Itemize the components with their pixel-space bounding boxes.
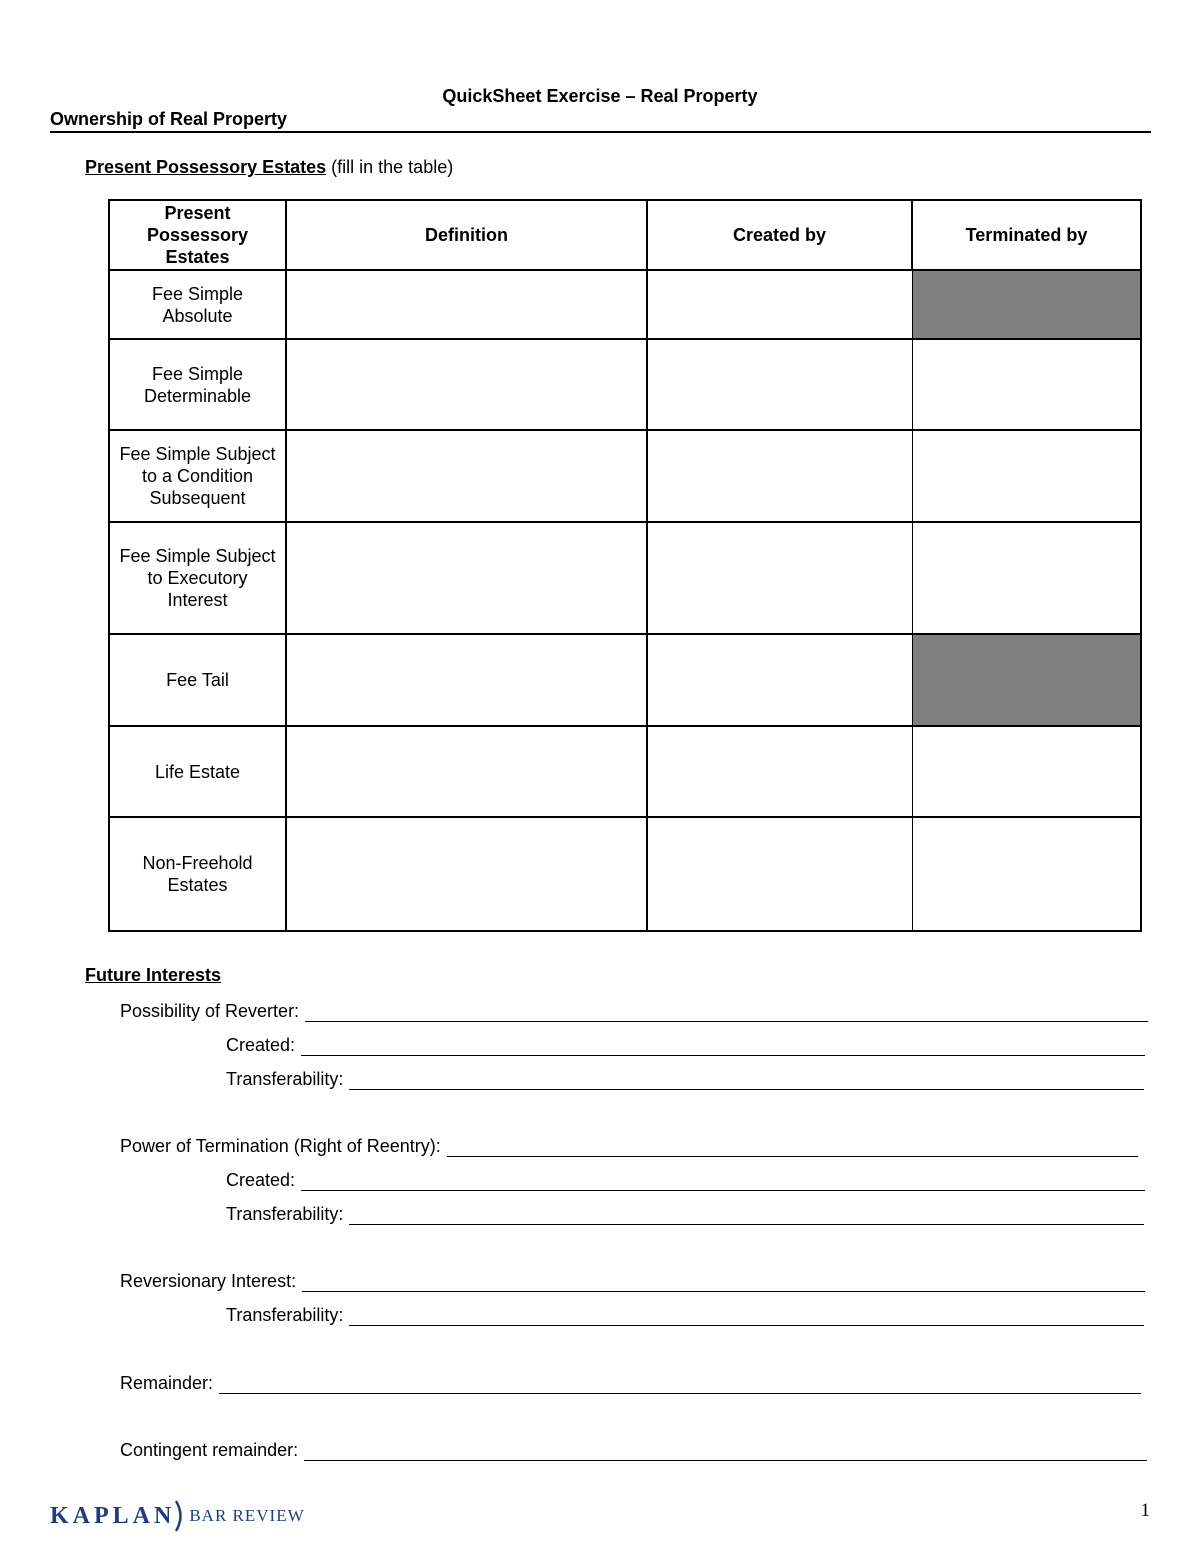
created-by-cell[interactable] xyxy=(647,270,912,339)
fill-in-blank[interactable] xyxy=(349,1070,1144,1090)
definition-cell[interactable] xyxy=(286,270,647,339)
fi-label: Transferability: xyxy=(226,1204,344,1224)
terminated-by-cell-shaded xyxy=(912,634,1141,726)
fill-in-blank[interactable] xyxy=(304,1441,1147,1461)
estate-name: Non-Freehold Estates xyxy=(109,817,286,931)
reverter-created-line xyxy=(226,1032,1145,1056)
remainder-line xyxy=(120,1370,1141,1394)
fi-label: Power of Termination (Right of Reentry): xyxy=(120,1136,441,1156)
definition-cell[interactable] xyxy=(286,634,647,726)
definition-cell[interactable] xyxy=(286,430,647,522)
definition-cell[interactable] xyxy=(286,817,647,931)
fill-in-blank[interactable] xyxy=(305,1002,1148,1022)
table-row xyxy=(109,430,1141,522)
kaplan-logo xyxy=(50,1496,305,1536)
table-header-row xyxy=(109,200,1141,270)
column-header-estate: Present Possessory Estates xyxy=(109,200,286,270)
present-estates-title xyxy=(85,157,453,178)
terminated-by-cell[interactable] xyxy=(912,817,1141,931)
estates-table xyxy=(108,199,1142,932)
fill-in-blank[interactable] xyxy=(349,1306,1144,1326)
table-row xyxy=(109,270,1141,339)
estate-name: Life Estate xyxy=(109,726,286,817)
fill-in-blank[interactable] xyxy=(219,1374,1141,1394)
section-header: Ownership of Real Property xyxy=(50,109,288,129)
estate-name: Fee Simple Subject to a Condition Subsequent xyxy=(109,430,286,522)
fi-label: Possibility of Reverter: xyxy=(120,1001,300,1021)
present-estates-heading: Present Possessory Estates xyxy=(85,157,327,177)
contingent-remainder-line xyxy=(120,1437,1147,1461)
terminated-by-cell[interactable] xyxy=(912,522,1141,634)
definition-cell[interactable] xyxy=(286,522,647,634)
fill-in-blank[interactable] xyxy=(301,1171,1145,1191)
terminated-by-cell[interactable] xyxy=(912,430,1141,522)
page-number: 1 xyxy=(1140,1500,1150,1521)
fi-label: Created: xyxy=(226,1170,296,1190)
terminated-by-cell-shaded xyxy=(912,270,1141,339)
estate-name: Fee Simple Subject to Executory Interest xyxy=(109,522,286,634)
created-by-cell[interactable] xyxy=(647,522,912,634)
fi-label: Created: xyxy=(226,1035,296,1055)
terminated-by-cell[interactable] xyxy=(912,339,1141,430)
present-estates-instruction: (fill in the table) xyxy=(331,157,454,177)
estate-name: Fee Simple Determinable xyxy=(109,339,286,430)
table-row xyxy=(109,726,1141,817)
fill-in-blank[interactable] xyxy=(301,1036,1145,1056)
estate-name: Fee Simple Absolute xyxy=(109,270,286,339)
table-row xyxy=(109,339,1141,430)
fill-in-blank[interactable] xyxy=(349,1205,1144,1225)
created-by-cell[interactable] xyxy=(647,634,912,726)
column-header-terminated-by: Terminated by xyxy=(912,200,1141,270)
fi-label: Reversionary Interest: xyxy=(120,1271,297,1291)
header-divider xyxy=(50,131,1151,133)
column-header-created-by: Created by xyxy=(647,200,912,270)
fi-label: Contingent remainder: xyxy=(120,1440,299,1460)
definition-cell[interactable] xyxy=(286,339,647,430)
created-by-cell[interactable] xyxy=(647,726,912,817)
fill-in-blank[interactable] xyxy=(447,1137,1138,1157)
logo-tagline: BAR REVIEW xyxy=(189,1506,305,1525)
future-interests-heading: Future Interests xyxy=(85,965,222,985)
table-row xyxy=(109,817,1141,931)
estate-name: Fee Tail xyxy=(109,634,286,726)
table-row xyxy=(109,634,1141,726)
reversionary-transferability-line xyxy=(226,1302,1144,1326)
fi-label: Transferability: xyxy=(226,1305,344,1325)
reversionary-interest-line xyxy=(120,1268,1145,1292)
created-by-cell[interactable] xyxy=(647,430,912,522)
document-title: QuickSheet Exercise – Real Property xyxy=(442,86,758,106)
logo-arc-icon xyxy=(175,1499,185,1533)
possibility-of-reverter-line xyxy=(120,998,1148,1022)
power-of-termination-line xyxy=(120,1133,1138,1157)
column-header-definition: Definition xyxy=(286,200,647,270)
definition-cell[interactable] xyxy=(286,726,647,817)
fi-label: Remainder: xyxy=(120,1373,214,1393)
fill-in-blank[interactable] xyxy=(302,1272,1145,1292)
terminated-by-cell[interactable] xyxy=(912,726,1141,817)
termination-transferability-line xyxy=(226,1201,1144,1225)
reverter-transferability-line xyxy=(226,1066,1144,1090)
table-row xyxy=(109,522,1141,634)
termination-created-line xyxy=(226,1167,1145,1191)
fi-label: Transferability: xyxy=(226,1069,344,1089)
logo-wordmark: KAPLAN xyxy=(50,1502,176,1529)
created-by-cell[interactable] xyxy=(647,339,912,430)
created-by-cell[interactable] xyxy=(647,817,912,931)
